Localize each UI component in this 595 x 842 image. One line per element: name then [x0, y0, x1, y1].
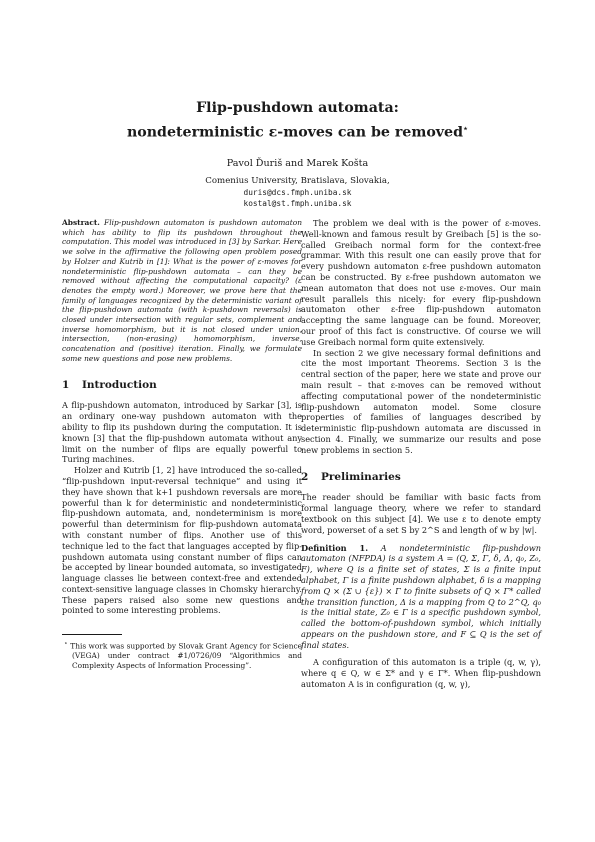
email-2: kostal@st.fmph.uniba.sk: [243, 199, 352, 208]
section-1-heading: [62, 380, 302, 391]
section-1-title: Introduction: [82, 378, 157, 391]
title-line-2: nondeterministic ε-moves can be removed⋆: [126, 123, 469, 141]
affiliation-block: [0, 176, 595, 209]
section-2-paragraph-1: The reader should be familiar with basic facts from formal language theory, where we refer to standard textbook on this subject [4]. We use ε to denote empty word, powerset of a set S by 2^S and length of w by |w|.: [301, 492, 541, 535]
definition-1: [301, 543, 541, 651]
footnote: [62, 639, 302, 670]
right-column: [301, 218, 541, 690]
footnote-mark: ⋆: [64, 640, 68, 648]
section-2-number: 2: [301, 470, 309, 483]
section-2-title: Preliminaries: [321, 470, 401, 483]
title-footnote-mark: ⋆: [463, 123, 469, 133]
abstract: [62, 218, 302, 364]
left-column: [62, 218, 302, 670]
definition-text: A nondeterministic flip-pushdown automaton (NFPDA) is a system A = (Q, Σ, Γ, δ, Δ, q₀, Z₀, F), where Q is a finite set of states, Σ is a finite input alphabet, Γ is a finite pushdown alphabet, δ is a mapping from Q × (Σ ∪ {ε}) × Γ to finite subsets of Q × Γ* called the transition function, Δ is a mapping from Q to 2^Q, q₀ is the initial state, Z₀ ∈ Γ is a specific pushdown symbol, called the bottom-of-pushdown symbol, which initially appears on the pushdown store, and F ⊆ Q is the set of final states.: [301, 542, 541, 650]
title-line-1: Flip-pushdown automata:: [196, 100, 399, 116]
paper-title: [0, 98, 595, 143]
abstract-text: Flip-pushdown automaton is pushdown automaton which has ability to flip its pushdown throughout the computation. This model was introduced in [3] by Sarkar. Here we solve in the affirmative the following open problem posed by Holzer and Kutrib in [1]: What is the power of ε-moves for nondeterministic flip-pushdown automata – can they be removed without affecting the computational capacity? (ε denotes the empty word.) Moreover, we prove here that the family of languages recognized by the deterministic variant of the flip-pushdown automata (with k-pushdown reversals) is closed under intersection with regular sets, complement and inverse homomorphism, but it is not closed under union, intersection, (non-erasing) homomorphism, inverse, concatenation and (positive) iteration. Finally, we formulate some new questions and pose new problems.: [62, 218, 302, 363]
right-paragraph-1: The problem we deal with is the power of ε-moves. Well-known and famous result by Greibach [5] is the so-called Greibach normal form for the context-free grammar. With this result one can easily prove that for every pushdown automaton ε-free pushdown automaton can be constructed. By ε-free pushdown automaton we mean automaton that does not use ε-moves. Our main result parallels this nicely: for every flip-pushdown automaton other ε-free flip-pushdown automaton accepting the same language can be found. Moreover, our proof of this fact is constructive. Of course we will use Greibach normal form quite extensively.: [301, 218, 541, 347]
email-1: duris@dcs.fmph.uniba.sk: [243, 188, 352, 197]
section-2-heading: [301, 472, 541, 483]
affiliation: Comenius University, Bratislava, Slovakia,: [205, 176, 390, 186]
section-1-number: 1: [62, 378, 70, 391]
section-1-paragraph-2: Holzer and Kutrib [1, 2] have introduced the so-called “flip-pushdown input-reversal technique” and using it they have shown that k+1 pushdown reversals are more powerful than k for deterministic and nondeterministic flip-pushdown automata, and, nondeterminism is more powerful than determinism for flip-pushdown automata with constant number of flips. Another use of this technique led to the fact that languages accepted by flip-pushdown automata using constant number of flips can be accepted by linear bounded automata, so investigated language classes lie between context-free and extended context-sensitive language classes in Chomsky hierarchy. These papers raised also some new questions and pointed to some interesting problems.: [62, 465, 302, 616]
abstract-label: Abstract.: [62, 218, 100, 227]
footnote-text: This work was supported by Slovak Grant Agency for Science (VEGA) under contract #1/0726/09 “Algorithmics and Complexity Aspects of Information Processing”.: [70, 641, 302, 670]
right-paragraph-2: In section 2 we give necessary formal definitions and cite the most important Theorems. Section 3 is the central section of the paper, here we state and prove our main result – that ε-moves can be removed without affecting computational power of the nondeterministic flip-pushdown automaton model. Some closure properties of families of languages described by deterministic flip-pushdown automata are discussed in section 4. Finally, we summarize our results and pose new problems in section 5.: [301, 347, 541, 455]
configuration-paragraph: A configuration of this automaton is a triple (q, w, γ), where q ∈ Q, w ∈ Σ* and γ ∈ Γ*. When flip-pushdown automaton A is in configuration (q, w, γ),: [301, 657, 541, 690]
section-1-paragraph-1: A flip-pushdown automaton, introduced by Sarkar [3], is an ordinary one-way pushdown automaton with the ability to flip its pushdown during the computation. It is known [3] that the flip-pushdown automata without any limit on the number of flips are equally powerful to Turing machines.: [62, 400, 302, 465]
definition-label: Definition 1.: [301, 542, 369, 553]
authors: Pavol Ďuriš and Marek Košta: [226, 158, 369, 169]
footnote-rule: [62, 634, 122, 635]
